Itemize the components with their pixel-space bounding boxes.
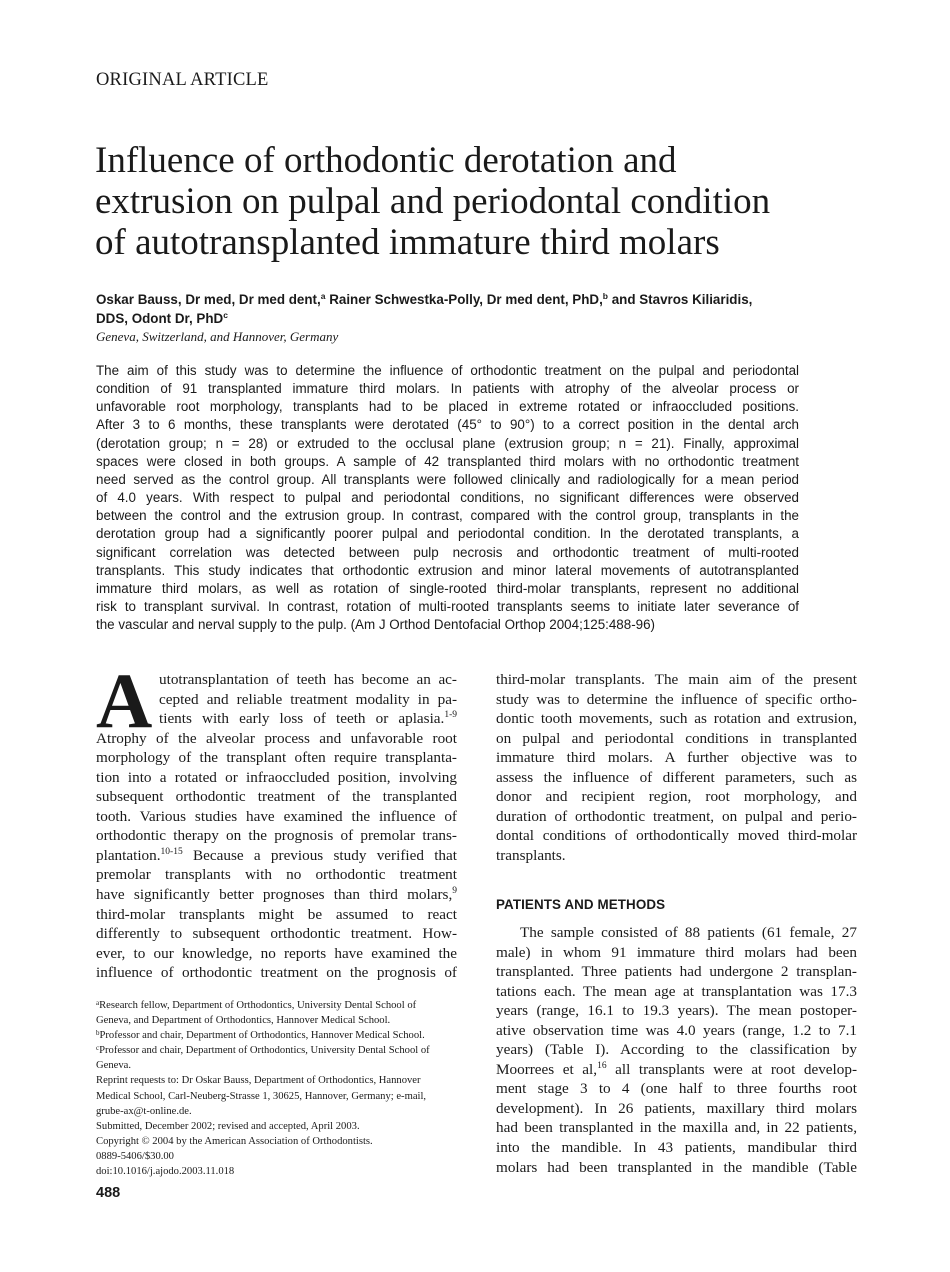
body-line: transplants. — [496, 846, 566, 864]
abstract-line: the vascular and nerval supply to the pulp. (Am J Orthod Dentofacial Orthop 2004;125:488-96) — [96, 617, 656, 633]
title-line: extrusion on pulpal and periodontal condition — [95, 181, 771, 222]
affiliation-mark: a — [320, 291, 326, 301]
body-column-left — [96, 670, 457, 983]
section-heading-patients-methods: PATIENTS AND METHODS — [496, 897, 666, 912]
abstract-line: (derotation group; n = 28) or extruded to the occlusal plane (extrusion group; n = 21). Finally, approximal — [96, 435, 799, 451]
author-affiliation: Geneva, Switzerland, and Hannover, Germany — [96, 329, 339, 344]
title-line: of autotransplanted immature third molars — [95, 222, 720, 263]
affiliation-mark: c — [223, 310, 228, 320]
footnote-line: Geneva. — [96, 1060, 131, 1072]
footnote-line: Geneva, and Department of Orthodontics, Hannover Medical School. — [96, 1015, 391, 1027]
body-line: assess the influence of different parameters, such as — [496, 768, 857, 786]
title-line: Influence of orthodontic derotation and — [95, 140, 677, 181]
abstract-line: condition of 91 transplanted immature third molars. In patients with atrophy of the alveolar process or — [96, 381, 799, 397]
citation-ref: 9 — [452, 886, 457, 897]
body-line: tion into a rotated or infraoccluded position, involving — [96, 768, 457, 786]
abstract-line: The aim of this study was to determine the influence of orthodontic treatment on the pulpal and periodontal — [96, 363, 799, 378]
citation-ref: 16 — [597, 1060, 607, 1071]
body-column-right-intro — [496, 670, 857, 865]
body-line: The sample consisted of 88 patients (61 female, 27 — [520, 924, 857, 941]
abstract-line: need served as the control group. All transplants were followed clinically and radiologically for a mean period — [96, 471, 799, 487]
abstract-line: significant correlation was detected between pulp necrosis and orthodontic treatment of multi-rooted — [96, 544, 799, 560]
abstract — [96, 362, 799, 634]
body-line: premolar transplants with no orthodontic treatment — [96, 866, 457, 884]
body-line: male) in whom 91 immature third molars had been — [496, 943, 857, 961]
body-line: development). In 26 patients, maxillary third molars — [496, 1099, 857, 1117]
drop-cap: A — [96, 657, 153, 744]
body-line: transplanted. Three patients had undergone 2 transplan- — [496, 963, 857, 981]
footnote-line: Copyright © 2004 by the American Association of Orthodontists. — [96, 1135, 373, 1147]
footnote-line: Medical School, Carl-Neuberg-Strasse 1, 30625, Hannover, Germany; e-mail, — [96, 1090, 427, 1102]
body-line: utotransplantation of teeth has become an ac- — [159, 671, 457, 688]
footnote-line: Reprint requests to: Dr Oskar Bauss, Department of Orthodontics, Hannover — [96, 1075, 421, 1087]
section-label: ORIGINAL ARTICLE — [96, 70, 269, 90]
body-line: molars had been transplanted in the mandible (Table — [496, 1158, 857, 1176]
body-line: subsequent orthodontic treatment of the transplanted — [96, 788, 457, 806]
body-line: dontal conditions of orthodontically moved third-molar — [496, 827, 857, 845]
footnote-line: Submitted, December 2002; revised and accepted, April 2003. — [96, 1120, 360, 1132]
article-title — [95, 140, 875, 263]
body-line: had been transplanted in the maxilla and, in 22 patients, — [496, 1119, 857, 1137]
affiliation-mark: b — [602, 291, 608, 301]
page-number: 488 — [96, 1185, 121, 1201]
doi-link[interactable]: doi:10.1016/j.ajodo.2003.11.018 — [96, 1166, 235, 1178]
abstract-line: of 4.0 years. With respect to pulpal and periodontal conditions, no significant differences were observed — [96, 490, 799, 506]
abstract-line: immature third molars, as well as rotation of single-rooted third-molar transplants, represent no additional — [96, 580, 799, 596]
body-line: immature third molars. A further objective was to — [496, 749, 857, 767]
body-line: differently to subsequent orthodontic treatment. How- — [96, 925, 457, 943]
body-line: orthodontic therapy on the prognosis of premolar trans- — [96, 827, 457, 845]
body-line: ment stage 3 to 4 (one half to three fourths root — [496, 1080, 857, 1098]
body-line: tations each. The mean age at transplantation was 17.3 — [496, 982, 857, 1000]
body-line: ative observation time was 4.0 years (range, 1.2 to 7.1 — [496, 1021, 857, 1039]
body-line: on pulpal and periodontal conditions in transplanted — [496, 729, 857, 747]
author-list — [96, 290, 866, 328]
body-line: study was to determine the influence of specific ortho- — [496, 690, 857, 708]
body-line: third-molar transplants might be assumed to react — [96, 905, 457, 923]
body-line: plantation.$^{10-15}$ Because a previous study verified that — [96, 846, 457, 864]
body-line: years (range, 16.1 to 19.3 years). The mean postoper- — [496, 1002, 857, 1020]
body-line: dontic tooth movements, such as rotation and extrusion, — [496, 710, 857, 728]
footnote-line: $^a$Research fellow, Department of Orthodontics, University Dental School of — [96, 999, 417, 1011]
body-line: Moorrees et al,$^{16}$ all transplants were at root develop- — [496, 1060, 858, 1078]
footnotes — [96, 998, 458, 1179]
abstract-line: transplants. This study indicates that orthodontic extrusion and minor lateral movements of autotransplanted — [96, 562, 799, 578]
citation-ref: 10-15 — [160, 846, 183, 857]
email-link[interactable]: grube-ax@t-online.de. — [96, 1105, 192, 1117]
body-line: Atrophy of the alveolar process and unfavorable root — [96, 729, 457, 747]
body-line: ever, to our knowledge, no reports have examined the — [96, 944, 457, 962]
body-line: donor and recipient region, root morphology, and — [496, 788, 857, 806]
citation-ref: 1-9 — [444, 710, 457, 721]
author-line: DDS, Odont Dr, PhD$^c$ — [96, 310, 228, 326]
body-line: years) (Table I). According to the classification by — [496, 1041, 857, 1059]
body-line: influence of orthodontic treatment on the prognosis of — [96, 964, 457, 982]
body-line: morphology of the transplant often require transplanta- — [96, 749, 457, 767]
body-line: duration of orthodontic treatment, on pulpal and perio- — [496, 807, 857, 825]
body-line: have significantly better prognoses than third molars,$^9$ — [96, 886, 457, 904]
abstract-line: risk to transplant survival. In contrast, rotation of multi-rooted transplants seems to initiate later severance of — [96, 599, 799, 615]
abstract-line: between the control and the extrusion group. In contrast, compared with the control group, transplants in the — [96, 508, 799, 524]
footnote-line: $^c$Professor and chair, Department of Orthodontics, University Dental School of — [96, 1044, 430, 1057]
body-line: into the mandible. In 43 patients, mandibular third — [496, 1139, 857, 1157]
body-line: tients with early loss of teeth or aplasia.$^{1-9}$ — [159, 710, 457, 728]
abstract-line: derotation group had a significantly poorer pulpal and periodontal condition. In the derotated transplants, a — [96, 526, 799, 542]
footnote-line: 0889-5406/$30.00 — [96, 1150, 174, 1162]
footnote-line: $^b$Professor and chair, Department of Orthodontics, Hannover Medical School. — [96, 1029, 425, 1042]
body-line: tooth. Various studies have examined the influence of — [96, 807, 457, 825]
abstract-line: unfavorable root morphology, transplants had to be placed in extreme rotated or infraoccluded positions. — [96, 399, 799, 415]
author-line: Oskar Bauss, Dr med, Dr med dent,$^a$ Rainer Schwestka-Polly, Dr med dent, PhD,$^b$ and Stavros Kiliaridis, — [96, 291, 753, 307]
abstract-line: spaces were closed in both groups. A sample of 42 transplanted third molars with no orthodontic treatment — [96, 453, 799, 469]
body-line: third-molar transplants. The main aim of the present — [496, 671, 857, 688]
body-line: cepted and reliable treatment modality in pa- — [159, 690, 457, 708]
body-column-right-methods — [496, 923, 857, 1177]
abstract-line: After 3 to 6 months, these transplants were derotated (45° to 90°) to a correct position in the dental arch — [96, 417, 799, 433]
